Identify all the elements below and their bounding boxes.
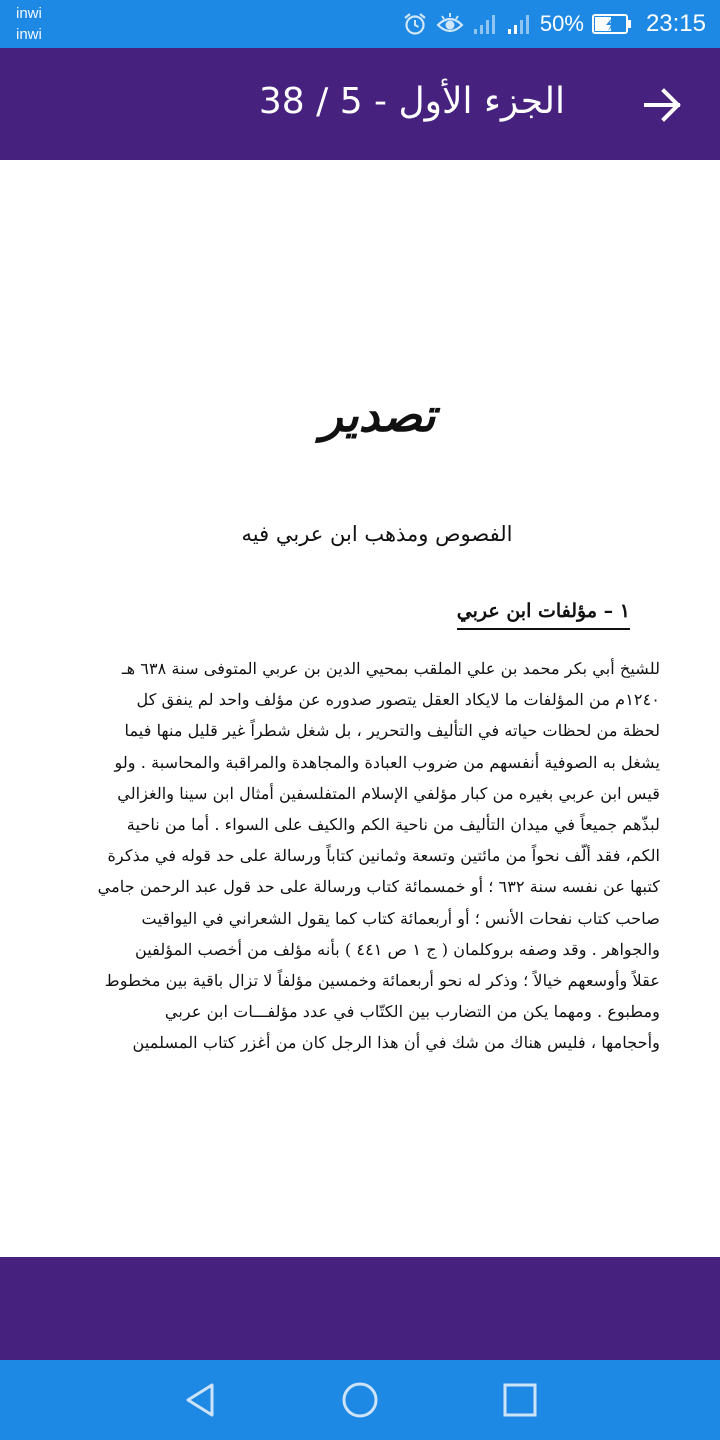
page-title: الجزء الأول - 5 / 38 [258,81,565,122]
status-bar [0,0,720,48]
battery-percent: 50% [539,11,584,36]
text-line: لبذّهم جميعاً في ميدان التأليف من ناحية الكم والكيف على السواء . أما من ناحية [126,815,660,835]
signal-icon [472,11,498,37]
text-line: الكم، فقد ألّف نحواً من مائتين وتسعة وثمانين كتاباً ورسالة على حد قوله في مذكرة [107,846,660,866]
bottom-bar [0,1257,720,1360]
chapter-subtitle: الفصوص ومذهب ابن عربي فيه [241,522,513,546]
triangle-back-icon [180,1380,220,1420]
alarm-icon [402,11,428,37]
text-line: قيس ابن عربي بغيره من كبار مؤلفي الإسلام المتفلسفين أمثال ابن سينا والغزالي [117,783,660,803]
text-line: والجواهر . وقد وصفه بروكلمان ( ج ١ ص ٤٤١ ) بأنه مؤلف من أخصب المؤلفين [134,939,660,959]
page-viewer[interactable] [0,160,720,1257]
carrier-label: inwi [16,26,42,43]
nav-recents-button[interactable] [500,1380,540,1420]
chapter-title: تصدير [320,388,436,442]
square-recents-icon [500,1380,540,1420]
system-nav-bar [0,1360,720,1440]
nav-back-button[interactable] [180,1380,220,1420]
carrier-label: inwi [16,5,42,22]
status-icons [402,0,706,48]
text-line: كتبها عن نفسه سنة ٦٣٢ ؛ أو خمسمائة كتاب ورسالة على حد قول عبد الرحمن جامي [97,877,660,897]
clock: 23:15 [645,10,706,37]
battery-icon [592,13,632,35]
text-line: للشيخ أبي بكر محمد بن علي الملقب بمحيي الدين بن عربي المتوفى سنة ٦٣٨ هـ [121,659,660,678]
text-line: لحظة من لحظات حياته في التأليف والتحرير ، بل شغل شطراً غير قليل منها فيما [124,721,660,741]
text-line: يشغل به الصوفية أنفسهم من ضروب العبادة والمجاهدة والمراقبة والمحاسبة . ولو [114,752,660,772]
arrow-right-icon [640,82,686,128]
text-line: وأحجامها ، فليس هناك من شك في أن هذا الرجل كان من أغزر كتاب المسلمين [132,1033,660,1053]
section-heading: ١ – مؤلفات ابن عربي [457,600,630,630]
app-bar [0,48,720,160]
nav-home-button[interactable] [340,1380,380,1420]
back-button[interactable] [640,82,686,128]
signal-icon [506,11,532,37]
body-text [97,653,660,1059]
text-line: ومطبوع . ومهما يكن من التضارب بين الكتّاب في عدد مؤلفـــات ابن عربي [164,1002,660,1022]
text-line: ١٢٤٠م من المؤلفات ما لايكاد العقل يتصور صدوره عن مؤلف واحد لم ينفق كل [136,690,660,710]
eye-icon [436,11,464,37]
circle-home-icon [340,1380,380,1420]
text-line: صاحب كتاب نفحات الأنس ؛ أو أربعمائة كتاب كما يقول الشعراني في اليواقيت [141,908,660,928]
text-line: عقلاً وأوسعهم خيالاً ؛ وذكر له نحو أربعمائة وخمسين مؤلفاً لا تزال باقية بين مخطوط [104,971,660,991]
